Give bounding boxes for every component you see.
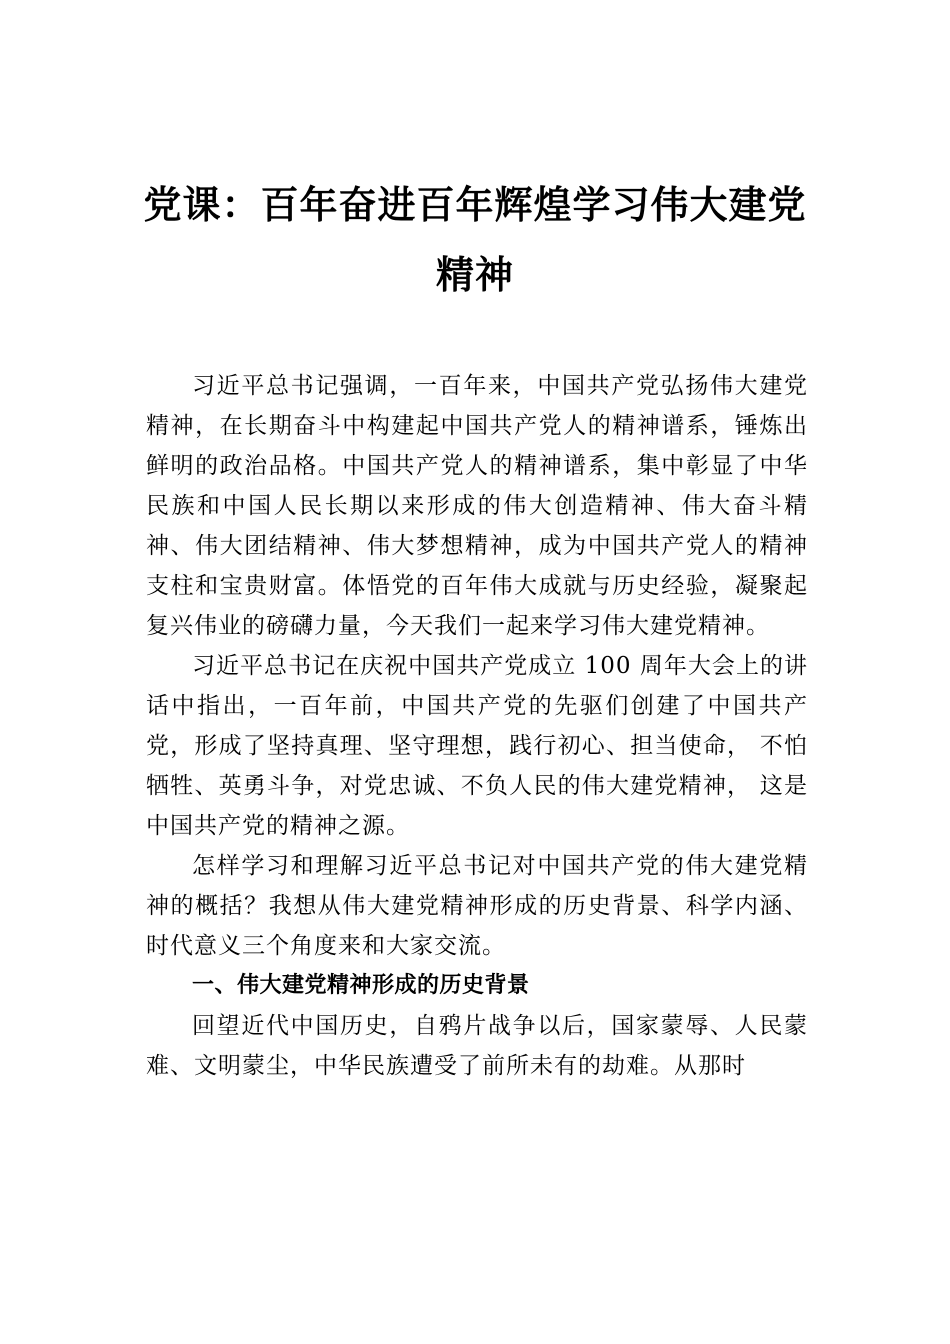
paragraph-intro: 习近平总书记强调，一百年来，中国共产党弘扬伟大建党精神，在长期奋斗中构建起中国共产党人的精神谱系，锤炼出鲜明的政治品格。中国共产党人的精神谱系，集中彰显了中华民族和中国人民长期以来形成的伟大创造精神、伟大奋斗精神、伟大团结精神、伟大梦想精神，成为中国共产党人的精神支柱和宝贵财富。体悟党的百年伟大成就与历史经验，凝聚起复兴伟业的磅礴力量，今天我们一起来学习伟大建党精神。 [146, 373, 808, 639]
document-title: 党课：百年奋进百年辉煌学习伟大建党精神 [143, 182, 807, 297]
paragraph-history: 回望近代中国历史，自鸦片战争以后，国家蒙辱、人民蒙难、文明蒙尘，中华民族遭受了前所未有的劫难。从那时 [146, 1013, 808, 1079]
document-body [146, 366, 808, 1086]
section-heading: 一、伟大建党精神形成的历史背景 [192, 973, 530, 998]
paragraph-speech: 习近平总书记在庆祝中国共产党成立 100 周年大会上的讲话中指出，一百年前，中国共产党的先驱们创建了中国共产党，形成了坚持真理、坚守理想，践行初心、担当使命， 不怕牺牲、英勇斗争，对党忠诚、不负人民的伟大建党精神， 这是中国共产党的精神之源。 [146, 653, 808, 839]
paragraph-question: 怎样学习和理解习近平总书记对中国共产党的伟大建党精神的概括？我想从伟大建党精神形成的历史背景、科学内涵、时代意义三个角度来和大家交流。 [146, 853, 808, 959]
